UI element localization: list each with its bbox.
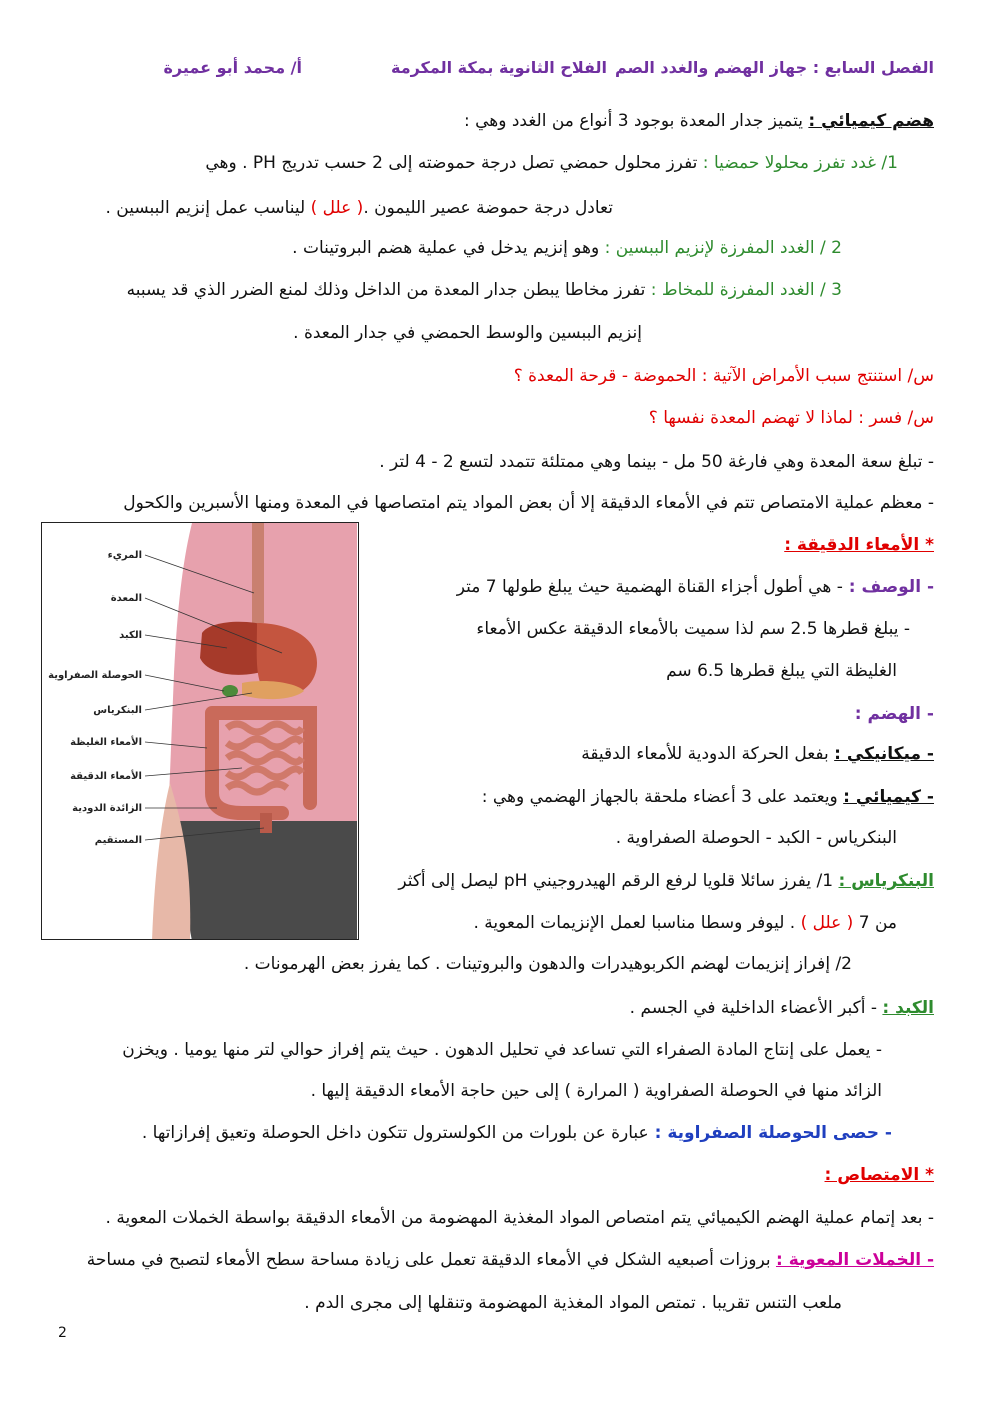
label-appendix: الزائدة الدودية <box>72 803 142 814</box>
villi-line <box>58 1247 934 1273</box>
desc-label: - الوصف : <box>842 577 934 597</box>
pancreas-text-1: 1/ يفرز سائلا قلويا لرفع الرقم الهيدروجيني pH ليصل إلى أكثر <box>398 871 839 891</box>
liver-text-1: - أكبر الأعضاء الداخلية في الجسم . <box>629 998 883 1018</box>
pancreas-text-2a: من 7 <box>853 913 897 933</box>
question-1: س/ استنتج سبب الأمراض الآتية : الحموضة - قرحة المعدة ؟ <box>513 366 934 386</box>
gland1-text2b: ليناسب عمل إنزيم الببسين . <box>105 198 311 218</box>
pancreas-line-3: 2/ إفراز إنزيمات لهضم الكربوهيدرات والدهون والبروتينات . كما يفرز بعض الهرمونات . <box>243 954 852 974</box>
desc-line-1 <box>380 574 934 600</box>
digestive-system-figure <box>41 522 359 940</box>
pants-shape <box>170 821 357 940</box>
gland1-why: ( علل ) <box>310 198 364 218</box>
label-esophagus: المريء <box>107 550 142 561</box>
question-2: س/ فسر : لماذا لا تهضم المعدة نفسها ؟ <box>648 408 934 428</box>
pancreas-line-2 <box>370 910 897 936</box>
mech-line <box>380 741 934 767</box>
school-name: الفلاح الثانوية بمكة المكرمة <box>390 58 607 77</box>
gland3-line2: إنزيم الببسين والوسط الحمضي في جدار المعدة . <box>293 323 642 343</box>
gland2-line <box>58 235 842 261</box>
label-liver: الكبد <box>119 630 142 641</box>
pancreas-why: ( علل ) <box>800 913 854 933</box>
small-intestine-title: * الأمعاء الدقيقة : <box>784 535 934 555</box>
liver-label: الكبد : <box>882 998 934 1018</box>
gallstones-text: عبارة عن بلورات من الكولسترول تتكون داخل الحوصلة وتعيق إفرازاتها . <box>141 1123 649 1143</box>
liver-line-3: الزائد منها في الحوصلة الصفراوية ( المرارة ) إلى حين حاجة الأمعاء الدقيقة إليها . <box>310 1081 882 1101</box>
chem-intro-line <box>58 108 934 134</box>
chem-line <box>380 784 934 810</box>
stomach-fact-1: - تبلغ سعة المعدة وهي فارغة 50 مل - بينما وهي ممتلئة تتمدد لتسع 2 - 4 لتر . <box>379 452 934 472</box>
gland1-line2 <box>58 195 613 221</box>
gland3-text: تفرز مخاطا يبطن جدار المعدة من الداخل وذلك لمنع الضرر الذي قد يسببه <box>126 280 646 300</box>
chapter-title: الفصل السابع : جهاز الهضم والغدد الصم <box>615 58 934 77</box>
digestive-system-illustration <box>42 523 359 940</box>
esophagus <box>252 523 264 623</box>
chem-intro: يتميز جدار المعدة بوجود 3 أنواع من الغدد وهي : <box>463 111 809 131</box>
label-small-intestine: الأمعاء الدقيقة <box>70 771 142 782</box>
gallstones-line <box>58 1120 892 1146</box>
gland3-label: 3 / الغدد المفرزة للمخاط : <box>645 280 842 300</box>
desc-line-2: - يبلغ قطرها 2.5 سم لذا سميت بالأمعاء الدقيقة عكس الأمعاء <box>476 619 910 639</box>
mech-text: بفعل الحركة الدودية للأمعاء الدقيقة <box>581 744 835 764</box>
villi-line-2: ملعب التنس تقريبا . تمتص المواد المغذية المهضومة وتنقلها إلى مجرى الدم . <box>304 1293 842 1313</box>
label-pancreas: البنكرياس <box>93 705 142 716</box>
chem-organs-list: البنكرياس - الكبد - الحوصلة الصفراوية . <box>615 828 897 848</box>
rectum-organ <box>260 813 272 833</box>
absorption-title: * الامتصاص : <box>824 1165 934 1185</box>
gland1-text2a: تعادل درجة حموضة عصير الليمون . <box>363 198 613 218</box>
mech-label: - ميكانيكي : <box>834 744 934 764</box>
pancreas-line-1 <box>370 868 934 894</box>
label-large-intestine: الأمعاء الغليظة <box>70 737 142 748</box>
gland1-text: تفرز محلول حمضي تصل درجة حموضته إلى 2 حسب تدريج PH . وهي <box>205 153 698 173</box>
pancreas-text-2b: . ليوفر وسطا مناسبا لعمل الإنزيمات المعوية . <box>473 913 801 933</box>
label-stomach: المعدة <box>110 593 142 604</box>
gland1-line <box>58 150 898 176</box>
absorption-text: - بعد إتمام عملية الهضم الكيميائي يتم امتصاص المواد المغذية المهضومة من الأمعاء الدقيقة بواسطة الخملات المعوية . <box>105 1208 934 1228</box>
digestion-label: - الهضم : <box>854 704 934 724</box>
villi-text: بروزات أصبعيه الشكل في الأمعاء الدقيقة تعمل على زيادة مساحة سطح الأمعاء لتصبح في مساحة <box>86 1250 776 1270</box>
villi-label: - الخملات المعوية : <box>775 1250 934 1270</box>
chem-text: ويعتمد على 3 أعضاء ملحقة بالجهاز الهضمي وهي : <box>481 787 844 807</box>
gland2-text: وهو إنزيم يدخل في عملية هضم البروتينات . <box>292 238 600 258</box>
desc-text-1: - هي أطول أجزاء القناة الهضمية حيث يبلغ طولها 7 متر <box>456 577 843 597</box>
stomach-fact-2: - معظم عملية الامتصاص تتم في الأمعاء الدقيقة إلا أن بعض المواد يتم امتصاصها في المعدة ومنها الأسبرين والكحول <box>123 493 934 513</box>
chem-label: - كيميائي : <box>843 787 934 807</box>
label-gallbladder: الحوصلة الصفراوية <box>48 670 142 681</box>
gland3-line <box>58 277 842 303</box>
pancreas-label: البنكرياس : <box>838 871 934 891</box>
teacher-name: أ/ محمد أبو عميرة <box>163 58 302 77</box>
label-rectum: المستقيم <box>94 835 142 846</box>
gland2-label: 2 / الغدد المفرزة لإنزيم الببسين : <box>599 238 842 258</box>
liver-line-2: - يعمل على إنتاج المادة الصفراء التي تساعد في تحليل الدهون . حيث يتم إفراز حوالي لتر منها يوميا . ويخزن <box>122 1040 882 1060</box>
gland1-label: 1/ غدد تفرز محلولا حمضيا : <box>697 153 898 173</box>
page-number: 2 <box>58 1325 67 1341</box>
gallbladder-organ <box>222 685 238 697</box>
gallstones-label: - حصى الحوصلة الصفراوية : <box>648 1123 892 1143</box>
chem-title: هضم كيميائي : <box>808 111 934 131</box>
desc-line-3: الغليظة التي يبلغ قطرها 6.5 سم <box>666 661 897 681</box>
liver-line-1 <box>58 995 934 1021</box>
